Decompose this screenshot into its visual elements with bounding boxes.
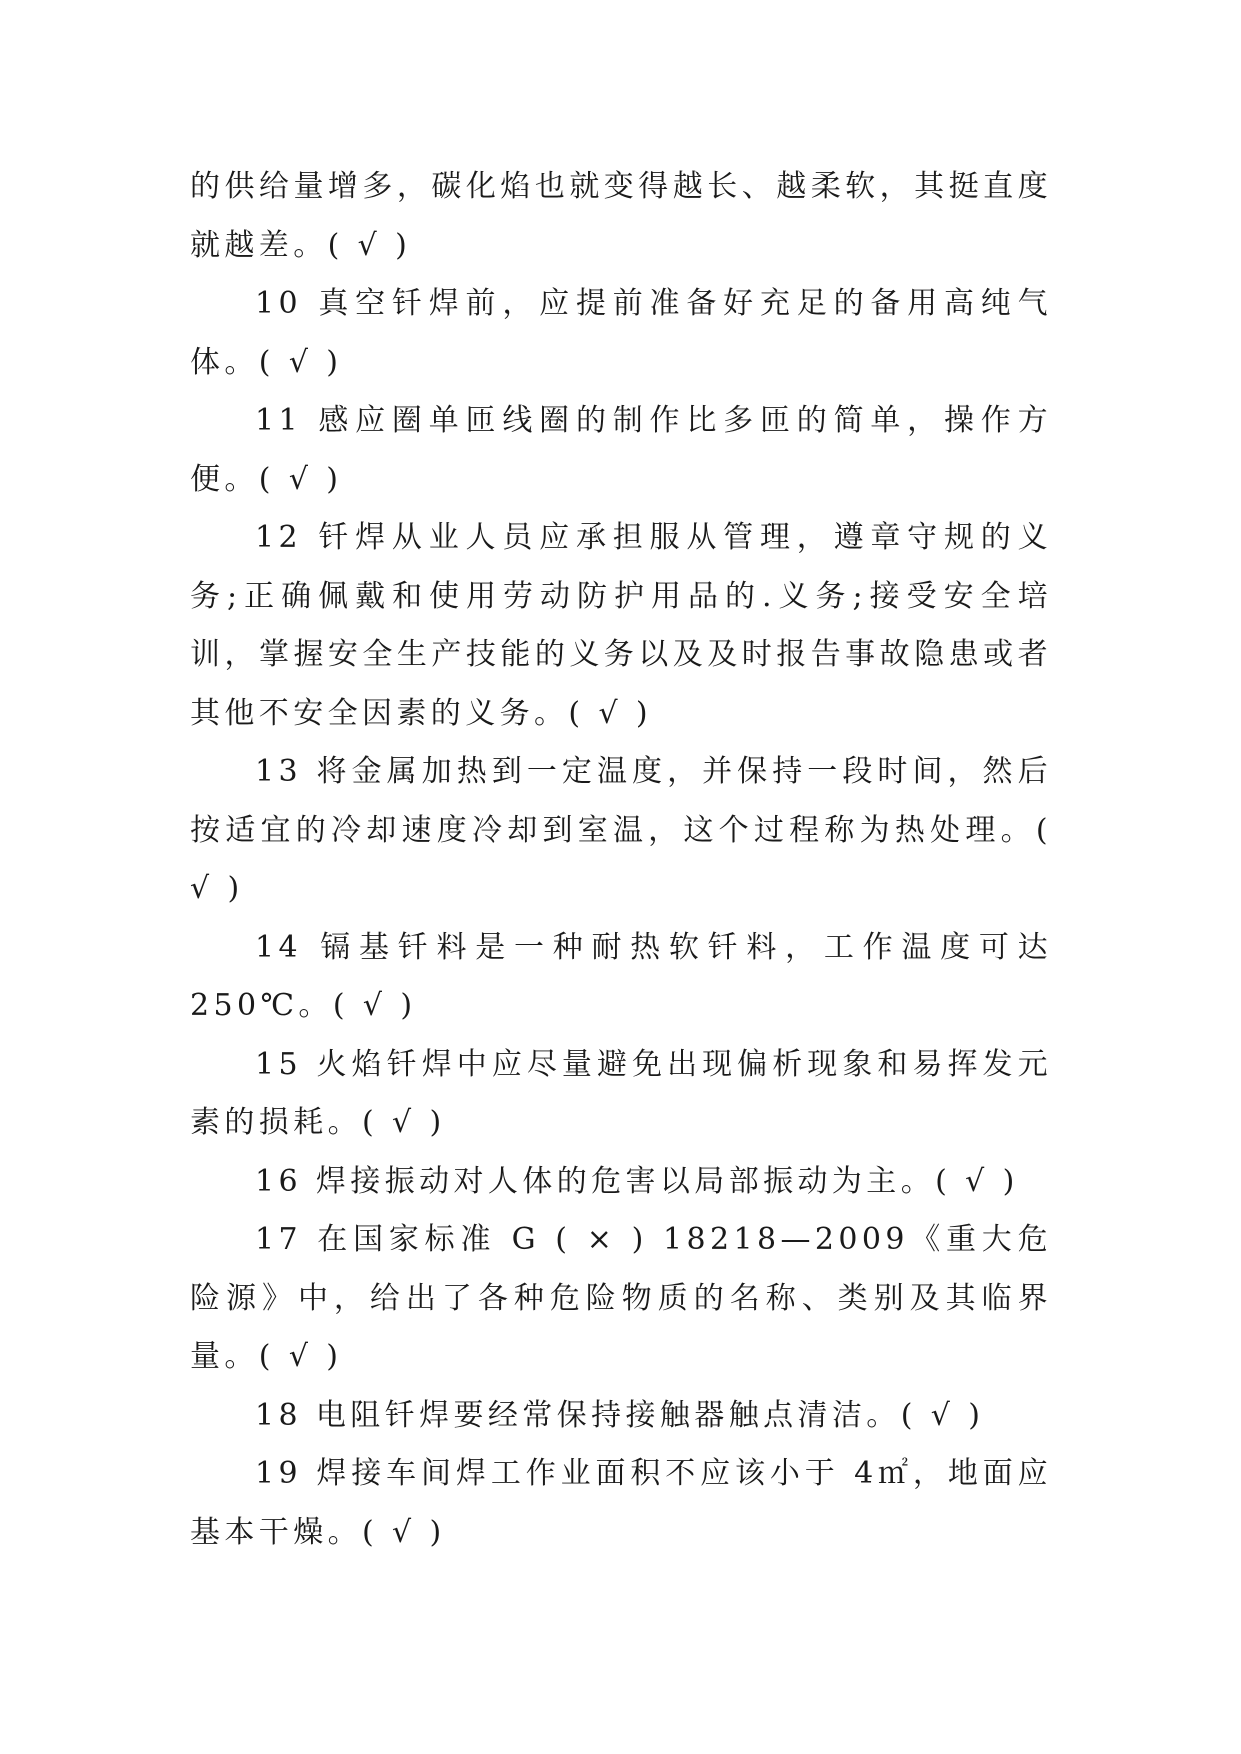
question-19: 19 焊接车间焊工作业面积不应该小于 4㎡，地面应基本干燥。( √ ) — [190, 1456, 1052, 1550]
question-12: 12 钎焊从业人员应承担服从管理，遵章守规的义务;正确佩戴和使用劳动防护用品的.义务;接受安全培训，掌握安全生产技能的义务以及及时报告事故隐患或者其他不安全因素的义务。( √ ) — [190, 520, 1052, 731]
question-17: 17 在国家标准 G ( × ) 18218—2009《重大危险源》中，给出了各种危险物质的名称、类别及其临界量。( √ ) — [190, 1222, 1052, 1374]
question-14: 14 镉基钎料是一种耐热软钎料，工作温度可达 250℃。( √ ) — [190, 929, 1052, 1023]
question-18: 18 电阻钎焊要经常保持接触器触点清洁。( √ ) — [255, 1397, 985, 1433]
document-body — [190, 158, 1052, 1562]
question-10: 10 真空钎焊前，应提前准备好充足的备用高纯气体。( √ ) — [190, 286, 1052, 380]
question-15: 15 火焰钎焊中应尽量避免出现偏析现象和易挥发元素的损耗。( √ ) — [190, 1046, 1052, 1140]
question-13: 13 将金属加热到一定温度，并保持一段时间，然后按适宜的冷却速度冷却到室温，这个过程称为热处理。( √ ) — [190, 754, 1052, 906]
question-11: 11 感应圈单匝线圈的制作比多匝的简单，操作方便。( √ ) — [190, 403, 1052, 497]
paragraph-continuation: 的供给量增多，碳化焰也就变得越长、越柔软，其挺直度就越差。( √ ) — [190, 169, 1052, 263]
question-16: 16 焊接振动对人体的危害以局部振动为主。( √ ) — [255, 1163, 1019, 1199]
